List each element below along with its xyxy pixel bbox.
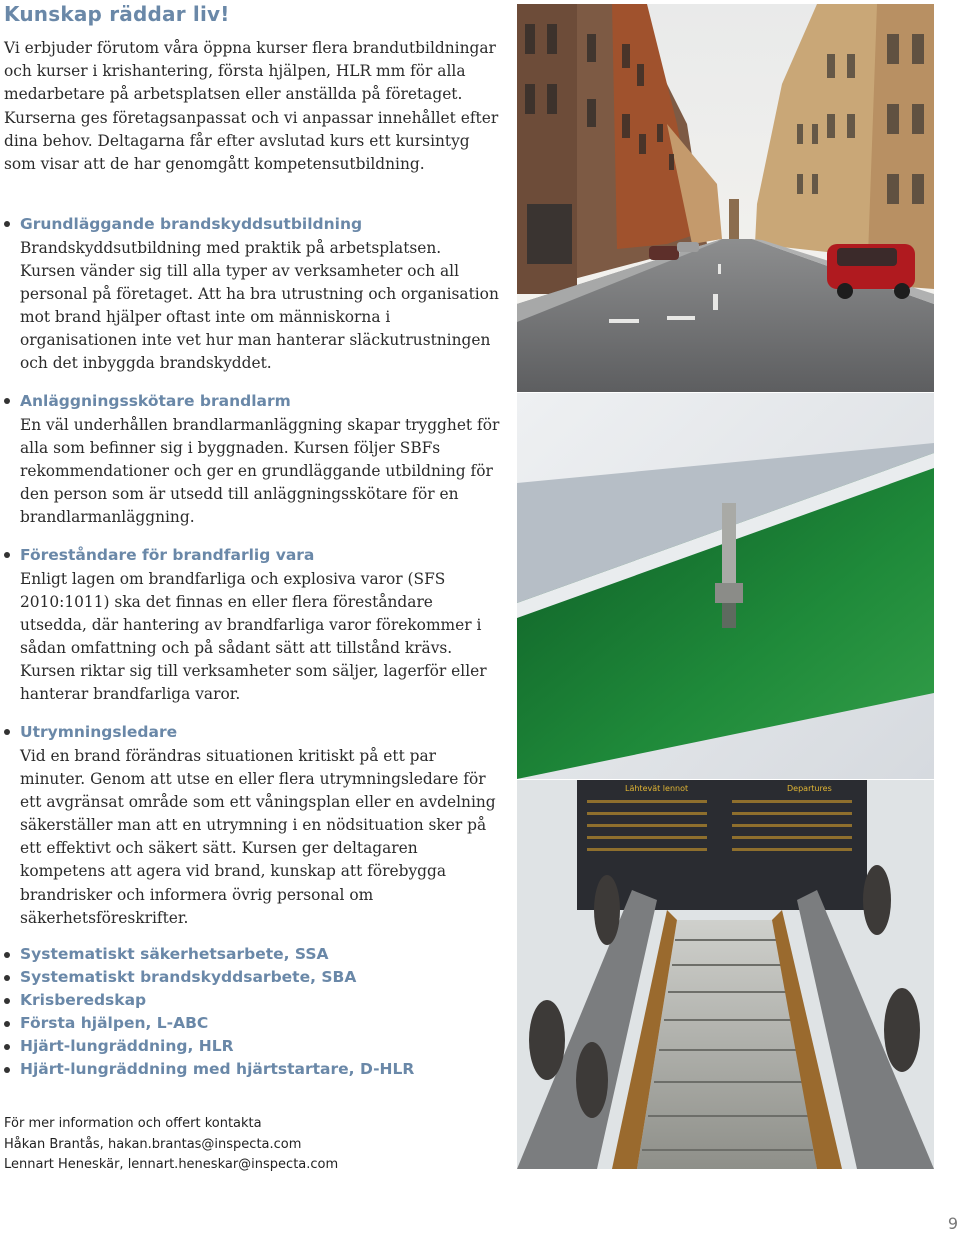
- list-item: Krisberedskap: [4, 989, 500, 1012]
- contact-intro: För mer information och offert kontakta: [4, 1116, 262, 1131]
- board-label-right: Departures: [787, 784, 832, 793]
- course-heading: Föreståndare för brandfarlig vara: [20, 546, 315, 564]
- course-forestandare: [4, 545, 500, 707]
- contact-person-lennart[interactable]: Lennart Heneskär, lennart.heneskar@inspecta.com: [4, 1157, 339, 1172]
- page-number: 9: [947, 1214, 958, 1233]
- list-item: Första hjälpen, L-ABC: [4, 1012, 500, 1035]
- contact-block: [4, 1114, 500, 1176]
- course-heading: Utrymningsledare: [20, 723, 178, 741]
- course-utrymningsledare: [4, 722, 500, 930]
- list-item: Systematiskt säkerhetsarbete, SSA: [4, 943, 500, 966]
- course-heading: Anläggningsskötare brandlarm: [20, 392, 291, 410]
- list-item: Hjärt-lungräddning med hjärtstartare, D-HLR: [4, 1058, 500, 1081]
- course-description: Enligt lagen om brandfarliga och explosiva varor (SFS 2010:1011) ska det finnas en eller flera föreståndare utsedda, där hantering av brandfarliga varor förekommer i sådan omfattning och på sådant sätt att tillstånd krävs. Kursen riktar sig till verksamheter som säljer, lagerför eller hanterar brandfarliga varor.: [20, 570, 487, 704]
- bullet-dot-icon: [4, 221, 10, 227]
- street-photo: [517, 4, 934, 392]
- bullet-dot-icon: [4, 552, 10, 558]
- list-item: Hjärt-lungräddning, HLR: [4, 1035, 500, 1058]
- course-description: En väl underhållen brandlarmanläggning skapar trygghet för alla som befinner sig i byggnaden. Kursen följer SBFs rekommendationer och ger en grundläggande utbildning för den person som är utsedd till anläggningsskötare för en brandlarmanläggning.: [20, 416, 500, 527]
- bullet-dot-icon: [4, 729, 10, 735]
- other-courses-list: [4, 943, 500, 1081]
- course-description: Vid en brand förändras situationen kritiskt på ett par minuter. Genom att utse en eller flera utrymningsledare för ett avgränsat område som ett våningsplan eller en avdelning säkerställer man att en utrymning i en nödsituation sker på ett effektivt och säkert sätt. Kursen ger deltagaren kompetens att agera vid brand, kunskap att förebygga brandrisker och informera övrig personal om säkerhetsföreskrifter.: [20, 747, 496, 927]
- course-heading: Grundläggande brandskyddsutbildning: [20, 215, 363, 233]
- course-grundlaggande-brandskydd: [4, 214, 500, 376]
- sprinkler-photo: [517, 393, 934, 779]
- intro-paragraph: Vi erbjuder förutom våra öppna kurser flera brandutbildningar och kurser i krishantering, första hjälpen, HLR mm för alla medarbetare på arbetsplatsen eller anställda på företaget. Kurserna ges företagsanpassat och vi anpassar innehållet efter dina behov. Deltagarna får efter avslutad kurs ett kursintyg som visar att de har genomgått kompetensutbildning.: [4, 39, 499, 174]
- course-anlaggningsskotare: [4, 391, 500, 529]
- station-photo: [517, 780, 934, 1169]
- course-description: Brandskyddsutbildning med praktik på arbetsplatsen. Kursen vänder sig till alla typer av verksamheter och all personal på företaget. Att ha bra utrustning och organisation mot brand hjälper oftast inte om människorna i organisationen inte vet hur man hanterar släckutrustningen och det inbyggda brandskyddet.: [20, 239, 499, 373]
- bullet-dot-icon: [4, 398, 10, 404]
- contact-person-hakan[interactable]: Håkan Brantås, hakan.brantas@inspecta.com: [4, 1136, 302, 1152]
- board-label-left: Lähtevät lennot: [625, 784, 689, 793]
- list-item: Systematiskt brandskyddsarbete, SBA: [4, 966, 500, 989]
- page-title: Kunskap räddar liv!: [4, 2, 230, 26]
